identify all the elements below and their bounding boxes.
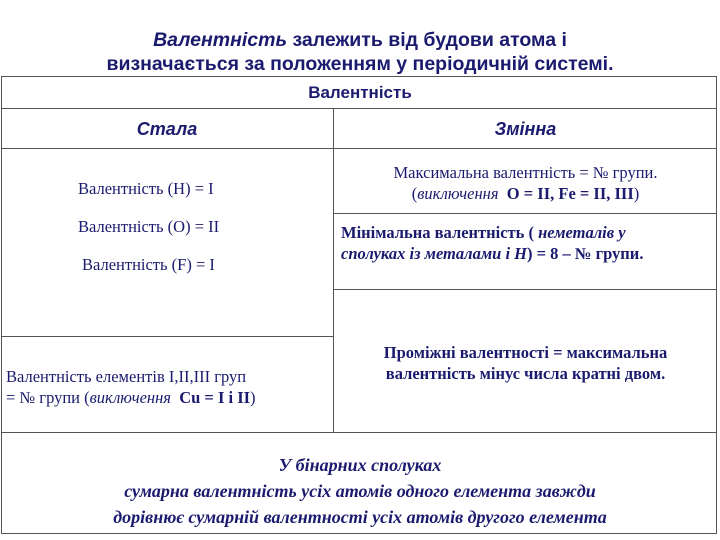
- title-word: Валентність: [153, 29, 288, 51]
- title-line-2: визначається за положенням у періодичній системі.: [106, 53, 614, 75]
- title-line-1: [0, 28, 720, 52]
- binary-compounds-rule: [0, 452, 720, 530]
- groups-rule-suffix: ): [250, 388, 256, 407]
- min-valence-italic-1: неметалів у: [538, 223, 626, 242]
- max-valence-open: (: [411, 184, 418, 203]
- max-valence-line-1: Максимальна валентність = № групи.: [393, 163, 658, 182]
- groups-rule-prefix: = № групи (: [6, 388, 90, 407]
- intermediate-valence-rule: [334, 342, 717, 384]
- column-header-constant: Стала: [136, 119, 198, 139]
- min-valence-rule: [341, 222, 715, 264]
- table-divider: [1, 108, 717, 109]
- valence-oxygen: Валентність (О) = ІІ: [78, 217, 220, 236]
- max-exception-value: O = II, Fe = II, III: [506, 184, 634, 203]
- summary-line-1: У бінарних сполуках: [278, 455, 442, 475]
- table-divider: [1, 336, 334, 337]
- table-title: Валентність: [308, 83, 412, 102]
- valence-groups-rule: [6, 366, 332, 408]
- max-valence-close: ): [633, 184, 640, 203]
- slide-title: [0, 28, 720, 76]
- min-valence-line-2: [341, 243, 715, 264]
- min-valence-italic-2: сполуках із металами і Н: [341, 244, 527, 263]
- table-divider: [334, 289, 717, 290]
- max-valence-rule: [334, 162, 717, 204]
- valence-hydrogen: Валентність (Н) = І: [78, 179, 214, 198]
- min-valence-start: Мінімальна валентність (: [341, 223, 534, 242]
- min-valence-end: ) = 8 – № групи.: [527, 244, 644, 263]
- table-divider: [1, 432, 717, 433]
- valence-fluorine: Валентність (F) = I: [82, 255, 215, 274]
- max-exception-label: виключення: [417, 184, 499, 203]
- intermediate-line-1: Проміжні валентності = максимальна: [383, 343, 668, 362]
- groups-exception-label: виключення: [89, 388, 171, 407]
- table-divider: [334, 213, 717, 214]
- groups-rule-line-2: [6, 387, 332, 408]
- column-header-variable: Змінна: [494, 119, 557, 139]
- groups-rule-line-1: Валентність елементів І,ІІ,ІІІ груп: [6, 367, 247, 386]
- intermediate-line-2: валентність мінус числа кратні двом.: [385, 364, 666, 383]
- summary-line-3: дорівнює сумарній валентності усіх атомів другого елемента: [113, 507, 607, 527]
- title-line-1-rest: залежить від будови атома і: [292, 29, 567, 51]
- table-divider: [1, 148, 717, 149]
- max-valence-line-2: [334, 183, 717, 204]
- summary-line-2: сумарна валентність усіх атомів одного елемента завжди: [124, 481, 596, 501]
- min-valence-line-1: [341, 222, 715, 243]
- groups-exception-value: Cu = I і II: [179, 388, 251, 407]
